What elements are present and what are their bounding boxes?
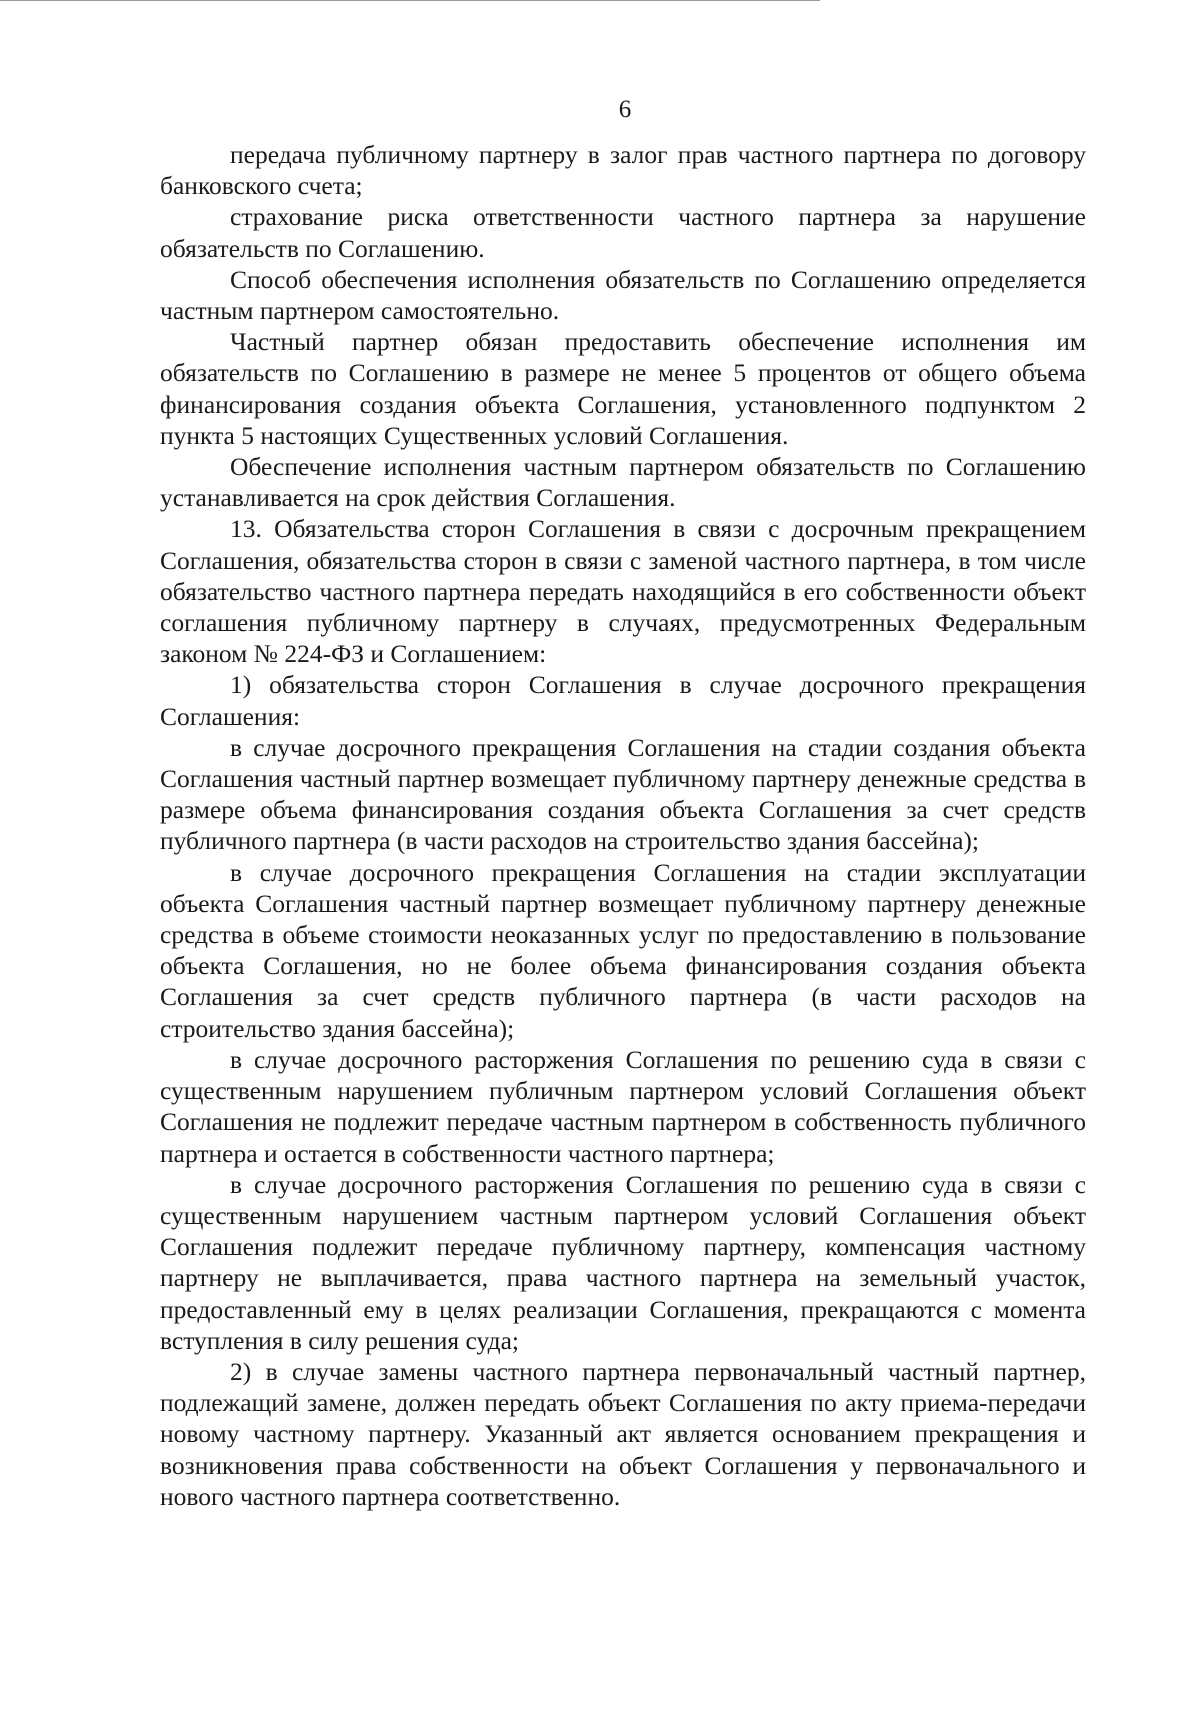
paragraph-subitem-2: 2) в случае замены частного партнера первоначальный частный партнер, подлежащий замене, должен передать объект Соглашения по акту приема-передачи новому частному партнеру. Указанный акт является основанием прекращения и возникновения права собственности на объект Соглашения у первоначального и нового частного партнера соответственно. [160, 1356, 1086, 1511]
paragraph-item-13: 13. Обязательства сторон Соглашения в связи с досрочным прекращением Соглашения, обязательства сторон в связи с заменой частного партнера, в том числе обязательство частного партнера передать находящийся в его собственности объект соглашения публичному партнеру в случаях, предусмотренных Федеральным законом № 224-ФЗ и Соглашением: [160, 514, 1086, 669]
paragraph-security-term: Обеспечение исполнения частным партнером обязательств по Соглашению устанавливается на срок действия Соглашения. [160, 452, 1086, 513]
paragraph-termination-operation-stage: в случае досрочного прекращения Соглашения на стадии эксплуатации объекта Соглашения частный партнер возмещает публичному партнеру денежные средства в объеме стоимости неоказанных услуг по предоставлению в пользование объекта Соглашения, но не более объема финансирования создания объекта Соглашения за счет средств публичного партнера (в части расходов на строительство здания бассейна); [160, 857, 1086, 1043]
paragraph-security-amount: Частный партнер обязан предоставить обеспечение исполнения им обязательств по Соглашению в размере не менее 5 процентов от общего объема финансирования создания объекта Соглашения, установленного подпунктом 2 пункта 5 настоящих Существенных условий Соглашения. [160, 327, 1086, 450]
document-body [160, 139, 1086, 1512]
paragraph-bank-account-pledge: передача публичному партнеру в залог прав частного партнера по договору банковского счета; [160, 140, 1086, 201]
page-number: 6 [618, 96, 632, 123]
paragraph-court-private-breach: в случае досрочного расторжения Соглашения по решению суда в связи с существенным нарушением частным партнером условий Соглашения объект Соглашения подлежит передаче публичному партнеру, компенсация частному партнеру не выплачивается, права частного партнера на земельный участок, предоставленный ему в целях реализации Соглашения, прекращаются с момента вступления в силу решения суда; [160, 1169, 1086, 1355]
paragraph-liability-insurance: страхование риска ответственности частного партнера за нарушение обязательств по Соглашению. [160, 202, 1086, 263]
paragraph-subitem-1: 1) обязательства сторон Соглашения в случае досрочного прекращения Соглашения: [160, 670, 1086, 731]
paragraph-security-method: Способ обеспечения исполнения обязательств по Соглашению определяется частным партнером самостоятельно. [160, 264, 1086, 326]
scan-edge-line [0, 0, 820, 1]
paragraph-termination-creation-stage: в случае досрочного прекращения Соглашения на стадии создания объекта Соглашения частный партнер возмещает публичному партнеру денежные средства в размере объема финансирования создания объекта Соглашения за счет средств публичного партнера (в части расходов на строительство здания бассейна); [160, 732, 1086, 856]
paragraph-court-public-breach: в случае досрочного расторжения Соглашения по решению суда в связи с существенным нарушением публичным партнером условий Соглашения объект Соглашения не подлежит передаче частным партнером в собственность публичного партнера и остается в собственности частного партнера; [160, 1044, 1086, 1168]
